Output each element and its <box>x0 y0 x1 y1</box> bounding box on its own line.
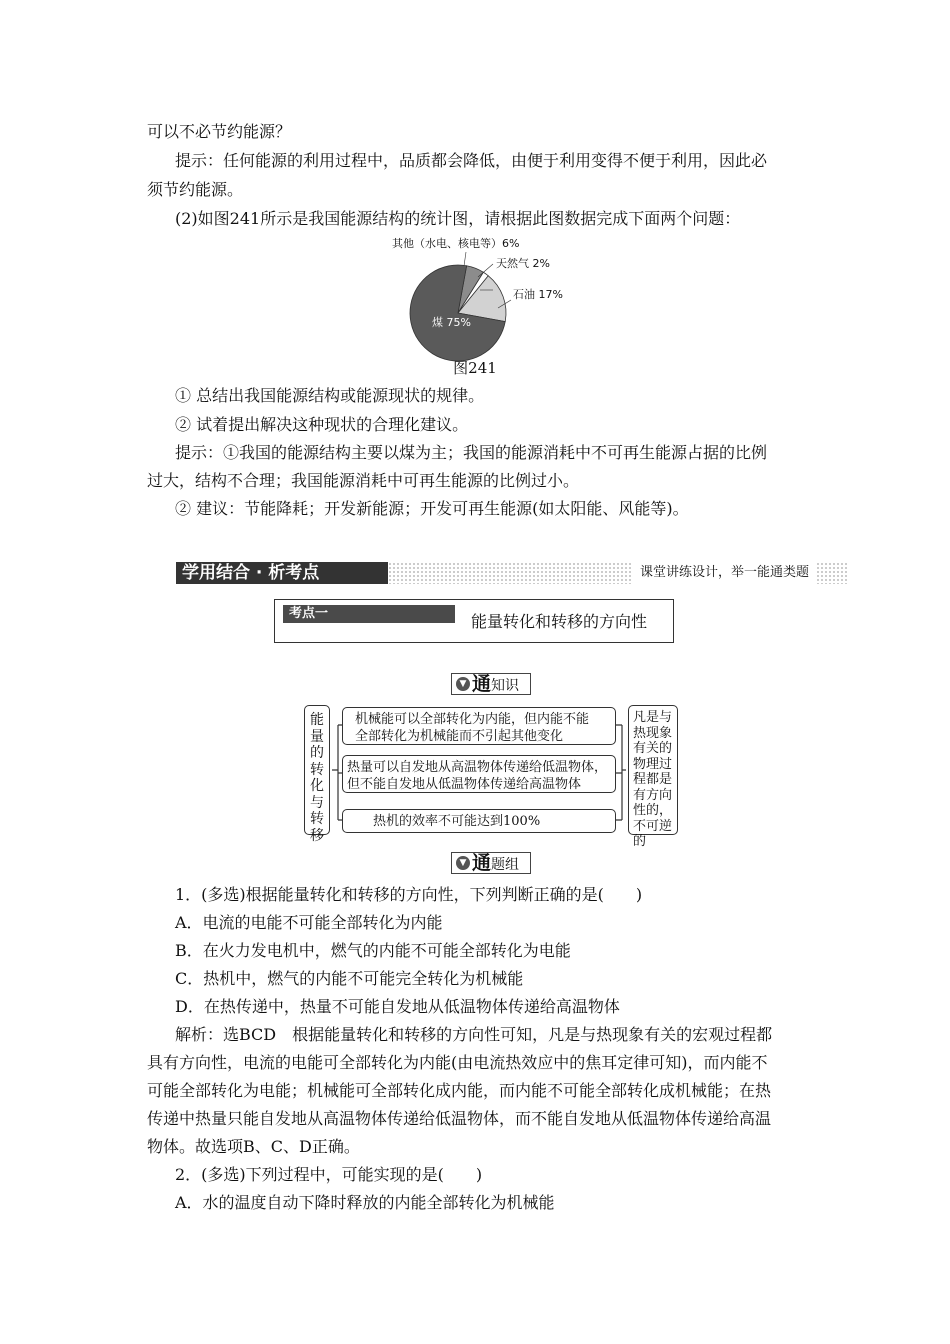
topic-title: 能量转化和转移的方向性 <box>471 612 648 631</box>
problem-1-stem: 1．(多选)根据能量转化和转移的方向性，下列判断正确的是( ) <box>175 885 643 904</box>
badge-small: 知识 <box>491 678 520 694</box>
question-2: (2)如图241所示是我国能源结构的统计图，请根据此图数据完成下面两个问题： <box>175 209 741 228</box>
pie-slice-label: 天然气 2% <box>496 257 550 270</box>
hint-text: 提示：①我国的能源结构主要以煤为主；我国的能源消耗中不可再生能源占据的比例 <box>175 443 768 462</box>
hint-text: 过大，结构不合理；我国能源消耗中可再生能源的比例过小。 <box>147 471 580 490</box>
intro-line: 可以不必节约能源？ <box>147 122 292 141</box>
banner-title: 学用结合 · 析考点 <box>176 562 388 584</box>
option-a: A．水的温度自动下降时释放的内能全部转化为机械能 <box>175 1193 555 1212</box>
topic-box <box>274 599 674 643</box>
badge-big: 通 <box>472 673 492 695</box>
knowledge-diagram <box>304 705 678 849</box>
diagram-item-2: 热量可以自发地从高温物体传递给低温物体， 但不能自发地从低温物体传递给高温物体 <box>342 755 616 793</box>
section-banner <box>176 562 848 584</box>
diagram-right-text: 凡是与热现象有关的物理过程都是有方向性的，不可逆的 <box>633 710 673 849</box>
questions-badge <box>451 852 531 874</box>
option-b: B．在火力发电机中，燃气的内能不可能全部转化为电能 <box>175 941 571 960</box>
analysis-line: 解析：选BCD 根据能量转化和转移的方向性可知，凡是与热现象有关的宏观过程都 <box>175 1025 773 1044</box>
diagram-item-1: 机械能可以全部转化为内能，但内能不能 全部转化为机械能而不引起其他变化 <box>342 707 616 745</box>
chevron-down-icon: ▼ <box>456 677 470 691</box>
problem-2-stem: 2．(多选)下列过程中，可能实现的是( ) <box>175 1165 483 1184</box>
topic-tag: 考点一 <box>283 605 455 623</box>
option-d: D．在热传递中，热量不可能自发地从低温物体传递给高温物体 <box>175 997 620 1016</box>
question-list-item: ① 总结出我国能源结构或能源现状的规律。 <box>175 386 485 405</box>
badge-big: 通 <box>472 852 492 874</box>
diagram-right-box <box>628 705 678 849</box>
banner-subtitle: 课堂讲练设计，举一能通类题 <box>632 562 817 584</box>
analysis-line: 可能全部转化为电能；机械能可全部转化成内能，而内能不可能全部转化成机械能；在热 <box>147 1081 772 1100</box>
knowledge-badge <box>451 673 531 695</box>
pie-leader-line <box>464 252 466 266</box>
option-c: C．热机中，燃气的内能不可能完全转化为机械能 <box>175 969 524 988</box>
hint-text: 提示：任何能源的利用过程中，品质都会降低，由便于利用变得不便于利用，因此必 <box>175 151 768 170</box>
analysis-line: 传递中热量只能自发地从高温物体传递给低温物体，而不能自发地从低温物体传递给高温 <box>147 1109 772 1128</box>
banner-dots <box>388 562 848 584</box>
pie-slice-label: 煤 75% <box>432 316 471 329</box>
diagram-left-text: 能量的转化与转移 <box>310 712 324 844</box>
chevron-down-icon: ▼ <box>456 856 470 870</box>
analysis-line: 物体。故选项B、C、D正确。 <box>147 1137 360 1156</box>
question-list-item: ② 试着提出解决这种现状的合理化建议。 <box>175 415 469 434</box>
badge-small: 题组 <box>491 857 520 873</box>
hint-text: ② 建议：节能降耗；开发新能源；开发可再生能源(如太阳能、风能等)。 <box>175 499 689 518</box>
analysis-line: 具有方向性，电流的电能可全部转化为内能(由电流热效应中的焦耳定律可知)，而内能不 <box>147 1053 768 1072</box>
pie-slice-label: 其他（水电、核电等）6% <box>392 237 520 250</box>
hint-text-cont: 须节约能源。 <box>147 180 244 199</box>
diagram-left-box <box>304 705 330 844</box>
diagram-item-3: 热机的效率不可能达到100% <box>342 809 616 833</box>
option-a: A．电流的电能不可能全部转化为内能 <box>175 913 443 932</box>
figure-caption: 图241 <box>453 359 497 377</box>
pie-slice-label: 石油 17% <box>513 288 563 301</box>
